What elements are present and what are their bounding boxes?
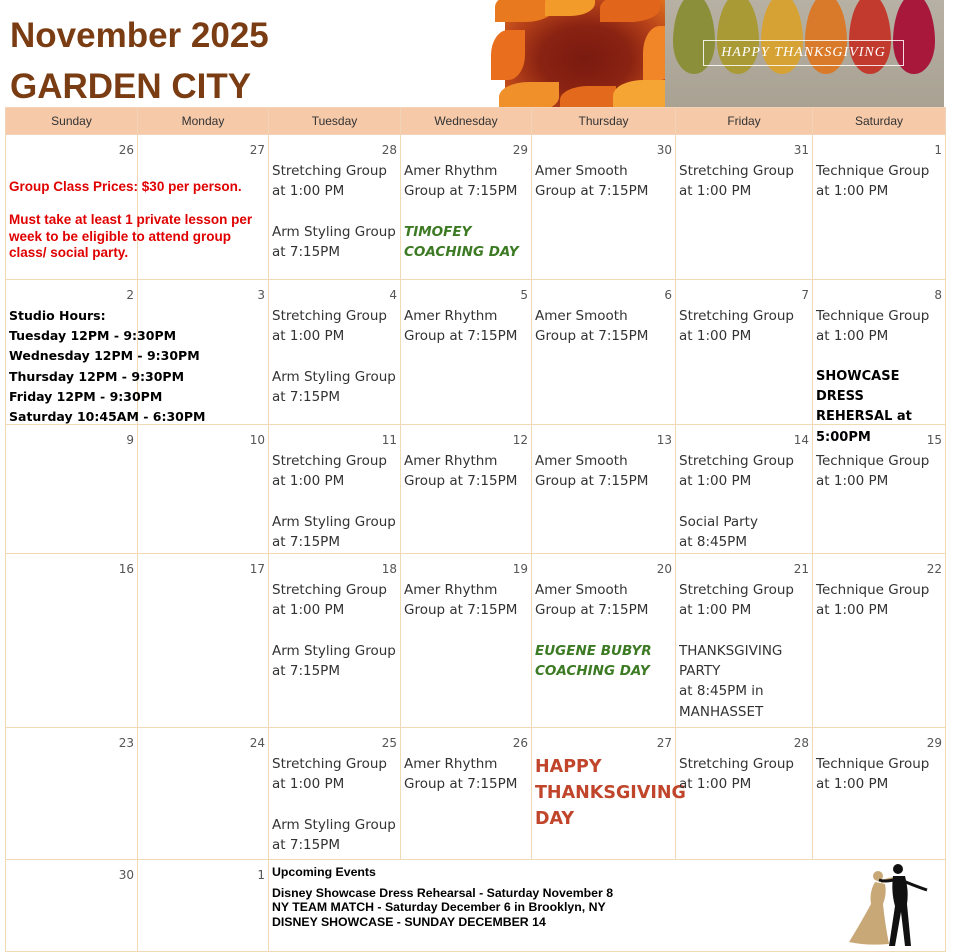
week-row (6, 280, 946, 425)
upcoming-events-cell (269, 860, 946, 952)
day-cell (676, 135, 813, 280)
event-technique-group: Technique Group at 1:00 PM (816, 453, 930, 490)
day-cell (532, 554, 676, 728)
day-number: 28 (793, 736, 809, 750)
studio-hours-note: Studio Hours: Tuesday 12PM - 9:30PM Wednesday 12PM - 9:30PM Thursday 12PM - 9:30PM Friday 12PM - 9:30PM Saturday 10:45AM - 6:30PM (9, 308, 206, 425)
day-cell (532, 425, 676, 554)
day-cell (813, 728, 946, 860)
event-amer-rhythm: Amer Rhythm Group at 7:15PM (404, 756, 518, 793)
event-stretching-group: Stretching Group at 1:00 PM THANKSGIVING PARTY at 8:45PM in MANHASSET (679, 580, 810, 722)
day-number: 1 (934, 143, 942, 157)
social-party-note: Social Party (679, 513, 758, 530)
event-amer-rhythm: Amer Rhythm Group at 7:15PM (404, 453, 518, 490)
day-cell (6, 280, 269, 425)
day-number: 29 (926, 736, 942, 750)
dancers-icon (845, 860, 937, 950)
day-cell (532, 280, 676, 425)
day-number: 14 (793, 433, 809, 447)
timofey-coaching-note: TIMOFEY (404, 223, 472, 240)
day-number: 10 (249, 433, 265, 447)
weekday-friday: Friday (676, 108, 813, 135)
day-number: 29 (512, 143, 528, 157)
upcoming-event-item: DISNEY SHOWCASE - SUNDAY DECEMBER 14 (272, 914, 546, 929)
day-cell (6, 554, 138, 728)
day-cell (676, 728, 813, 860)
upcoming-events (272, 865, 943, 929)
day-number: 12 (512, 433, 528, 447)
day-number: 20 (656, 562, 672, 576)
group-class-prices-note: Group Class Prices: $30 per person. Must take at least 1 private lesson per week to be eligible to attend group class/ social party. (9, 179, 253, 260)
day-number: 26 (118, 143, 134, 157)
event-stretching-group: Stretching Group at 1:00 PM (679, 756, 794, 793)
upcoming-event-item: NY TEAM MATCH - Saturday December 6 in Brooklyn, NY (272, 900, 606, 914)
event-stretching-group: Stretching Group at 1:00 PM Arm Styling Group at 7:15PM (272, 756, 396, 854)
event-stretching-group: Stretching Group at 1:00 PM Arm Styling Group at 7:15PM (272, 453, 396, 551)
day-cell (269, 728, 401, 860)
event-stretching-group: Stretching Group at 1:00 PM Arm Styling Group at 7:15PM (272, 308, 396, 406)
day-cell (6, 728, 138, 860)
event-amer-smooth: Amer Smooth Group at 7:15PM (535, 163, 649, 200)
event-technique-group: Technique Group at 1:00 PM SHOWCASE DRESS REHERSAL at 5:00PM (816, 306, 943, 448)
day-cell (269, 554, 401, 728)
weekday-thursday: Thursday (532, 108, 676, 135)
day-number: 19 (512, 562, 528, 576)
day-cell (676, 425, 813, 554)
day-number: 16 (118, 562, 134, 576)
event-technique-group: Technique Group at 1:00 PM (816, 163, 930, 200)
day-cell (138, 728, 269, 860)
day-cell (401, 554, 532, 728)
thanksgiving-banner-image (665, 0, 944, 107)
day-number: 6 (664, 288, 672, 302)
day-cell (532, 728, 686, 860)
thanksgiving-banner-text: HAPPY THANKSGIVING (703, 40, 904, 66)
day-number: 17 (249, 562, 265, 576)
day-number: 30 (656, 143, 672, 157)
day-number: 15 (926, 433, 942, 447)
day-cell (6, 135, 269, 280)
day-number: 26 (512, 736, 528, 750)
page-header (0, 0, 953, 107)
day-cell (813, 554, 946, 728)
day-number: 13 (656, 433, 672, 447)
weekday-tuesday: Tuesday (269, 108, 401, 135)
day-number: 28 (381, 143, 397, 157)
day-number: 4 (389, 288, 397, 302)
day-cell (813, 135, 946, 280)
event-amer-rhythm: Amer Rhythm Group at 7:15PM (404, 308, 518, 345)
day-number: 23 (118, 736, 134, 750)
event-amer-smooth: Amer Smooth Group at 7:15PM EUGENE BUBYR COACHING DAY (535, 580, 673, 681)
day-number: 7 (801, 288, 809, 302)
day-cell (138, 860, 269, 952)
event-stretching-group: Stretching Group at 1:00 PM (679, 308, 794, 345)
weekday-header-row (6, 108, 946, 135)
day-cell (269, 135, 401, 280)
page-title-location: GARDEN CITY (10, 67, 252, 106)
day-number: 25 (381, 736, 397, 750)
eugene-coaching-note: EUGENE BUBYR (535, 642, 652, 659)
week-row (6, 425, 946, 554)
calendar-grid (5, 107, 946, 952)
day-cell (138, 554, 269, 728)
day-cell (532, 135, 676, 280)
day-cell (401, 728, 532, 860)
day-number: 27 (249, 143, 265, 157)
weekday-sunday: Sunday (6, 108, 138, 135)
day-number: 22 (926, 562, 942, 576)
week-row (6, 135, 946, 280)
day-number: 3 (257, 288, 265, 302)
day-number: 11 (381, 433, 397, 447)
happy-thanksgiving-note: HAPPY THANKSGIVING DAY (535, 757, 686, 829)
weekday-monday: Monday (138, 108, 269, 135)
day-cell (269, 280, 401, 425)
day-number: 31 (793, 143, 809, 157)
thanksgiving-party-note: THANKSGIVING (679, 642, 783, 659)
week-row (6, 728, 946, 860)
event-amer-smooth: Amer Smooth Group at 7:15PM (535, 308, 649, 345)
event-stretching-group: Stretching Group at 1:00 PM Arm Styling Group at 7:15PM (272, 163, 396, 261)
day-cell (401, 135, 532, 280)
day-number: 1 (257, 868, 265, 882)
day-cell (676, 280, 813, 425)
event-amer-rhythm: Amer Rhythm Group at 7:15PM (404, 582, 518, 619)
weekday-wednesday: Wednesday (401, 108, 532, 135)
day-cell (269, 425, 401, 554)
upcoming-event-item: Disney Showcase Dress Rehearsal - Saturday November 8 (272, 885, 614, 900)
day-number: 21 (793, 562, 809, 576)
day-number: 18 (381, 562, 397, 576)
event-technique-group: Technique Group at 1:00 PM (816, 582, 930, 619)
day-cell (676, 554, 813, 728)
event-technique-group: Technique Group at 1:00 PM (816, 756, 930, 793)
day-number: 9 (126, 433, 134, 447)
day-cell (138, 425, 269, 554)
upcoming-events-heading: Upcoming Events (272, 865, 376, 879)
weekday-saturday: Saturday (813, 108, 946, 135)
day-cell (6, 860, 138, 952)
day-cell (401, 425, 532, 554)
day-cell (813, 425, 946, 554)
day-cell (6, 425, 138, 554)
event-amer-smooth: Amer Smooth Group at 7:15PM (535, 453, 649, 490)
day-number: 2 (126, 288, 134, 302)
week-row (6, 860, 946, 952)
event-stretching-group: Stretching Group at 1:00 PM Social Party at 8:45PM (679, 451, 810, 552)
day-number: 30 (118, 868, 134, 882)
page-title-month: November 2025 (10, 16, 269, 55)
autumn-leaves-image (505, 0, 665, 107)
day-number: 8 (934, 288, 942, 302)
showcase-rehearsal-note: SHOWCASE DRESS (816, 368, 900, 405)
event-amer-rhythm: Amer Rhythm Group at 7:15PM TIMOFEY COACHING DAY (404, 161, 529, 262)
week-row (6, 554, 946, 728)
event-stretching-group: Stretching Group at 1:00 PM Arm Styling Group at 7:15PM (272, 582, 396, 680)
day-cell (401, 280, 532, 425)
day-number: 27 (656, 736, 672, 750)
day-number: 5 (520, 288, 528, 302)
event-stretching-group: Stretching Group at 1:00 PM (679, 163, 794, 200)
day-number: 24 (249, 736, 265, 750)
